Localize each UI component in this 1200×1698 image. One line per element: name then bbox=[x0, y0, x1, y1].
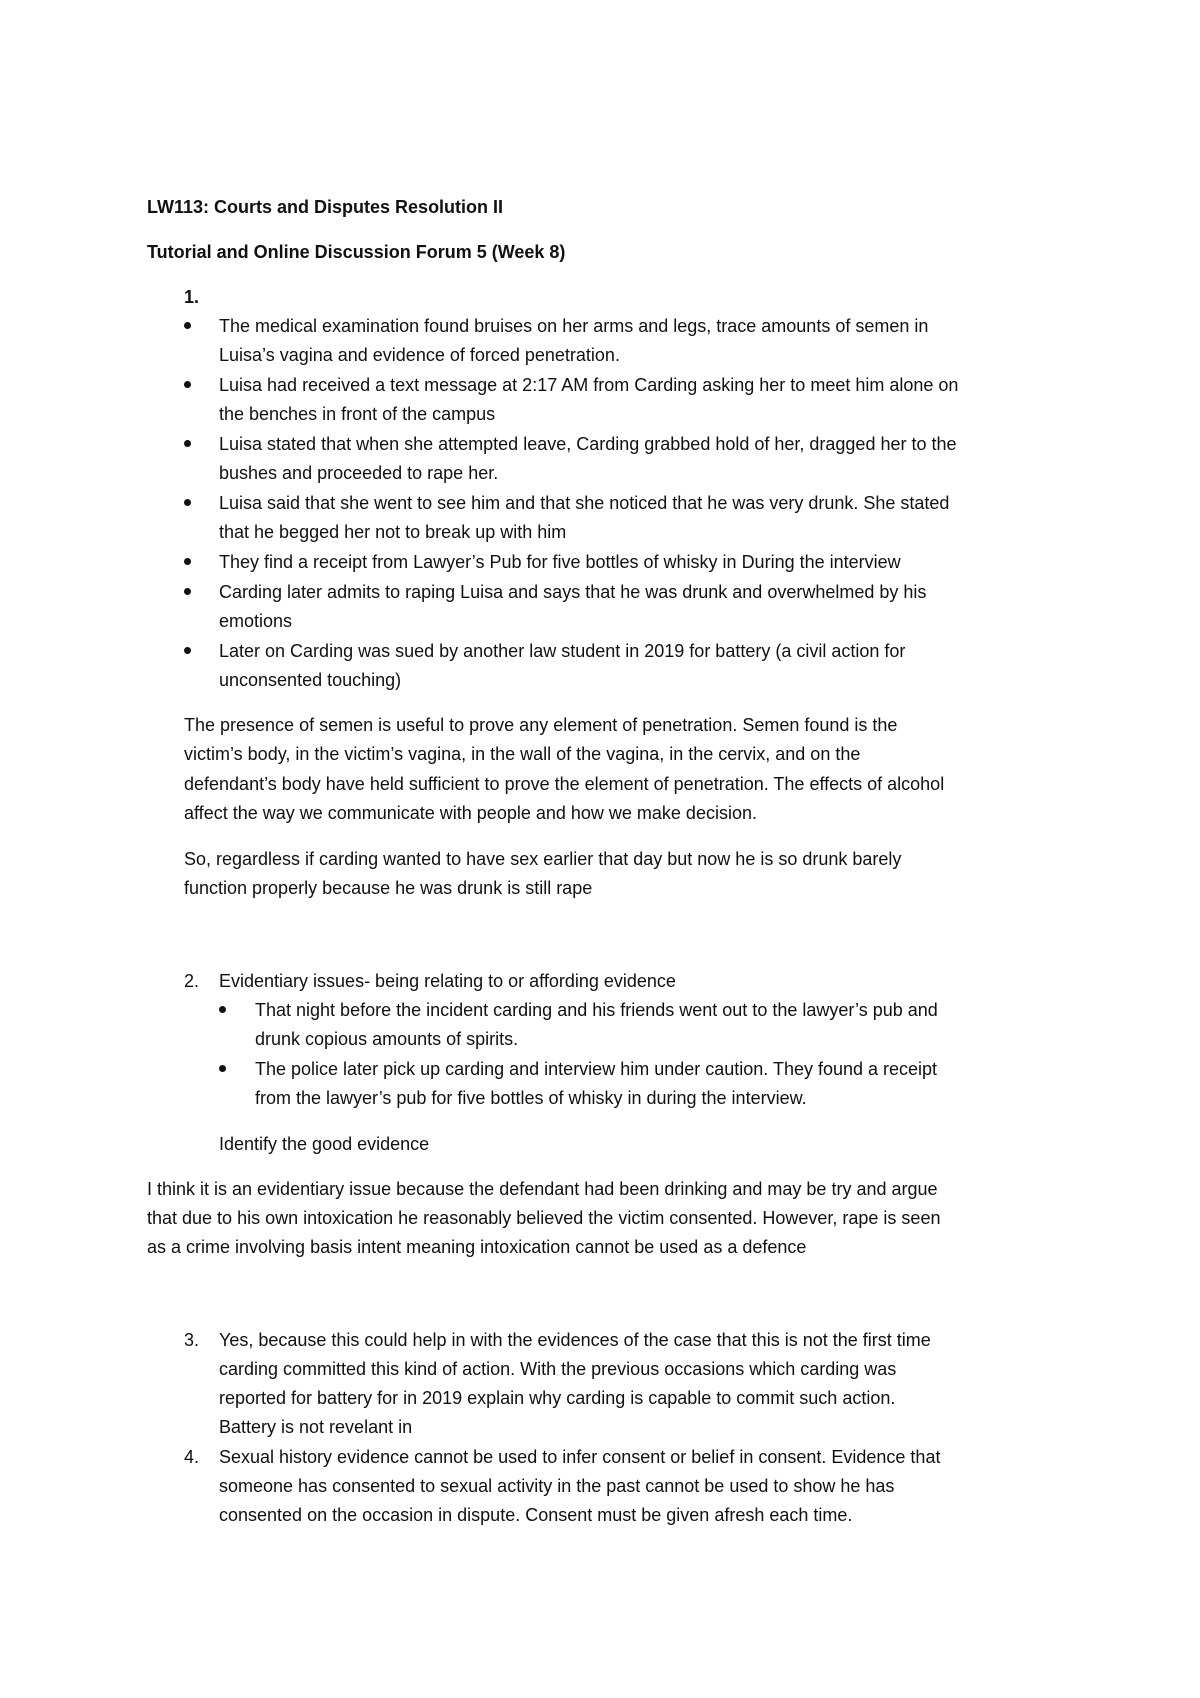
paragraph-line: someone has consented to sexual activity in the past cannot be used to show he has bbox=[219, 1476, 895, 1496]
bullet-icon bbox=[184, 440, 191, 447]
paragraph-line: carding committed this kind of action. With the previous occasions which carding was bbox=[219, 1359, 897, 1379]
paragraph-line: function properly because he was drunk is still rape bbox=[184, 878, 593, 898]
bullet-icon bbox=[219, 1006, 226, 1013]
course-title: LW113: Courts and Disputes Resolution II bbox=[147, 197, 504, 217]
list-item-line: That night before the incident carding and his friends went out to the lawyer’s pub and bbox=[255, 1000, 938, 1020]
list-item-line: Luisa had received a text message at 2:17 AM from Carding asking her to meet him alone on bbox=[219, 375, 959, 395]
paragraph-line: affect the way we communicate with people and how we make decision. bbox=[184, 803, 757, 823]
bullet-icon bbox=[184, 647, 191, 654]
list-item-line: Luisa said that she went to see him and that she noticed that he was very drunk. She stated bbox=[219, 493, 950, 513]
list-item-line: Later on Carding was sued by another law student in 2019 for battery (a civil action for bbox=[219, 641, 906, 661]
paragraph-line: Yes, because this could help in with the evidences of the case that this is not the first time bbox=[219, 1330, 931, 1350]
list-item-line: unconsented touching) bbox=[219, 670, 402, 690]
list-item-line: Luisa’s vagina and evidence of forced penetration. bbox=[219, 345, 620, 365]
paragraph-line: that due to his own intoxication he reasonably believed the victim consented. However, rape is seen bbox=[147, 1208, 941, 1228]
paragraph-line: I think it is an evidentiary issue because the defendant had been drinking and may be try and argue bbox=[147, 1179, 938, 1199]
list-item-line: Luisa stated that when she attempted leave, Carding grabbed hold of her, dragged her to the bbox=[219, 434, 957, 454]
paragraph-line: The presence of semen is useful to prove any element of penetration. Semen found is the bbox=[184, 715, 898, 735]
paragraph-line: victim’s body, in the victim’s vagina, in the wall of the vagina, in the cervix, and on the bbox=[184, 744, 861, 764]
bullet-icon bbox=[219, 1065, 226, 1072]
section-2-number: 2. bbox=[184, 971, 200, 991]
section-3-number: 3. bbox=[184, 1330, 200, 1350]
list-item-line: They find a receipt from Lawyer’s Pub for five bottles of whisky in During the interview bbox=[219, 552, 901, 572]
paragraph-line: defendant’s body have held sufficient to prove the element of penetration. The effects of alcohol bbox=[184, 774, 945, 794]
bullet-icon bbox=[184, 588, 191, 595]
bullet-icon bbox=[184, 322, 191, 329]
section-4-number: 4. bbox=[184, 1447, 200, 1467]
paragraph-line: Sexual history evidence cannot be used to infer consent or belief in consent. Evidence that bbox=[219, 1447, 941, 1467]
list-item-line: Carding later admits to raping Luisa and says that he was drunk and overwhelmed by his bbox=[219, 582, 927, 602]
paragraph-line: Battery is not revelant in bbox=[219, 1417, 413, 1437]
identify-evidence-line: Identify the good evidence bbox=[219, 1134, 430, 1154]
list-item-line: The police later pick up carding and interview him under caution. They found a receipt bbox=[255, 1059, 938, 1079]
bullet-icon bbox=[184, 558, 191, 565]
tutorial-title: Tutorial and Online Discussion Forum 5 (Week 8) bbox=[147, 242, 566, 262]
paragraph-line: consented on the occasion in dispute. Consent must be given afresh each time. bbox=[219, 1505, 853, 1525]
list-item-line: from the lawyer’s pub for five bottles of whisky in during the interview. bbox=[255, 1088, 807, 1108]
section-2-heading: Evidentiary issues- being relating to or affording evidence bbox=[219, 971, 676, 991]
paragraph-line: reported for battery for in 2019 explain why carding is capable to commit such action. bbox=[219, 1388, 896, 1408]
paragraph-line: as a crime involving basis intent meaning intoxication cannot be used as a defence bbox=[147, 1237, 807, 1257]
section-1-number: 1. bbox=[184, 287, 200, 307]
bullet-icon bbox=[184, 381, 191, 388]
list-item-line: drunk copious amounts of spirits. bbox=[255, 1029, 519, 1049]
paragraph-line: So, regardless if carding wanted to have sex earlier that day but now he is so drunk barely bbox=[184, 849, 902, 869]
list-item-line: bushes and proceeded to rape her. bbox=[219, 463, 499, 483]
list-item-line: the benches in front of the campus bbox=[219, 404, 496, 424]
bullet-icon bbox=[184, 499, 191, 506]
list-item-line: that he begged her not to break up with him bbox=[219, 522, 567, 542]
list-item-line: emotions bbox=[219, 611, 293, 631]
list-item-line: The medical examination found bruises on her arms and legs, trace amounts of semen in bbox=[219, 316, 929, 336]
